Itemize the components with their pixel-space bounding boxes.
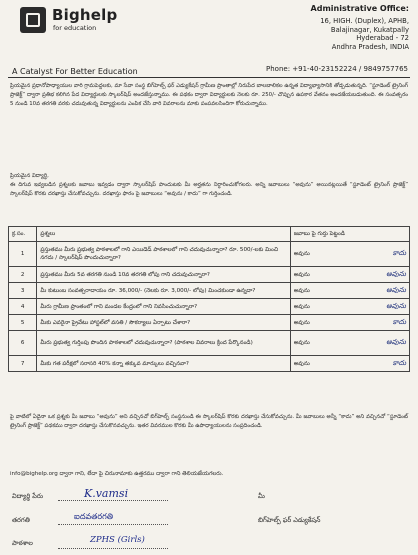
question-text: మీరు ప్రభుత్వ గుర్తింపు పొందిన పాఠశాలలో చదువుచున్నారా? (పాఠశాల వివరాలు క్రింద పేర్కొనండి) xyxy=(37,331,290,356)
bighelp-logo-icon xyxy=(20,7,46,33)
answer-cell[interactable] xyxy=(290,242,409,267)
note-text: పై వాటిలో ఏదైనా ఒక ప్రశ్నకు మీ జవాబు “అవును” అని వచ్చినచో బిగ్‌హెల్ప్ సంస్థనుండి ఈ స్కాలర్‌షిప్ కొరకు దరఖాస్తు చేసుకోవచ్చును. మీ జవాబులు అన్నీ “కాదు” అని వచ్చినచో “స్టూడెంట్ ట్రైనింగ్ ప్రాజెక్ట్” పథకము ద్వారా దరఖాస్తు చేసుకొనవచ్చును. ఇతర వివరముల కొరకు మీ ఉపాధ్యాయులను సంప్రదించండి. xyxy=(10,414,408,429)
handwritten-answer: అవును xyxy=(386,301,406,310)
yes-option[interactable]: అవును xyxy=(293,319,310,326)
table-row xyxy=(9,299,410,315)
handwritten-answer: కాదు xyxy=(392,249,406,257)
row-number: 3 xyxy=(9,283,37,299)
yes-option[interactable]: అవును xyxy=(293,271,310,278)
phone-number: Phone: +91-40-23152224 / 9849757765 xyxy=(266,65,408,73)
table-row xyxy=(9,267,410,283)
question-text: మీరు గ్రామీణ ప్రాంతంలో గాని మండల కేంద్రంలో గాని నివసించుచున్నారా? xyxy=(37,299,290,315)
school-value: ZPHS (Girls) xyxy=(90,535,145,545)
footer-note xyxy=(10,413,408,431)
handwritten-answer: అవును xyxy=(386,338,406,346)
answer-cell[interactable] xyxy=(290,315,409,331)
address-line: Hyderabad - 72 xyxy=(356,34,409,42)
row-number: 2 xyxy=(9,267,37,283)
school-line xyxy=(58,548,168,549)
col-question: ప్రశ్నలు xyxy=(37,227,290,242)
student-instructions xyxy=(10,172,408,199)
contact-line: info@bighelp.org ద్వారా గాని, లేదా పై చిరునామాకు ఉత్తరము ద్వారా గాని తెలియజేయగలరు. xyxy=(10,471,224,477)
header-divider xyxy=(8,77,410,78)
student-name-value: K.vamsi xyxy=(84,487,129,500)
school-label: పాఠశాల xyxy=(12,539,33,547)
yes-option[interactable]: అవును xyxy=(293,360,310,367)
question-text: మీకు గత పరీక్షలో సరాసరి 40% కన్నా తక్కువ మార్కులు వచ్చినవా? xyxy=(37,356,290,372)
question-text: మీకు ఎవరైనా ప్రైవేటు హాస్టల్‌లో వసతి / సౌకర్యాలు ఏర్పాటు చేశారా? xyxy=(37,315,290,331)
salutation: ప్రియమైన ప్రధానోపాధ్యాయుల వారి గ్రామపెద్దలకు, xyxy=(10,83,113,89)
handwritten-answer: అవును xyxy=(386,285,406,294)
office-title: Administrative Office: xyxy=(310,4,409,13)
sign-organization: బిగ్‌హెల్ప్ ఫర్ ఎడ్యుకేషన్ xyxy=(258,516,321,524)
table-row xyxy=(9,315,410,331)
student-salutation: ప్రియమైన విద్యార్థి, xyxy=(10,173,49,179)
row-number: 4 xyxy=(9,299,37,315)
table-row xyxy=(9,331,410,356)
address-line: Balajinagar, Kukatpally xyxy=(330,25,409,34)
instructions-body: ఈ దిగువ ఇవ్వబడిన ప్రశ్నలకు జవాబు ఇవ్వడం ద్వారా స్కాలర్‌షిప్ పొందుటకు మీ అర్హతను నిర్ధారించుకోగలరు. అన్ని జవాబులు “అవును” అయినట్లయితే “స్టూడెంట్ ట్రైనింగ్ ప్రాజెక్ట్” స్కాలర్‌షిప్ కొరకు దరఖాస్తు చేసుకోవచ్చును. దరఖాస్తు ఫారం పై జవాబులు “అవును / కాదు” గా గుర్తించండి. xyxy=(10,181,408,197)
class-line xyxy=(58,524,168,525)
question-text: ప్రస్తుతము మీరు ప్రభుత్వ పాఠశాలలో గాని ఎయిడెడ్ పాఠశాలలో గాని చదువుచున్నారా? రూ. 500/-లకు మించి నగదు / స్కాలర్‌షిప్ పొందుచున్నారా? xyxy=(37,242,290,267)
table-row xyxy=(9,242,410,267)
office-address xyxy=(311,4,409,51)
table-row xyxy=(9,283,410,299)
address-line: 16, HIGH. (Duplex), APHB, xyxy=(320,17,409,25)
letter-intro xyxy=(10,82,408,109)
tagline: A Catalyst For Better Education xyxy=(12,67,138,76)
yes-option[interactable]: అవును xyxy=(293,303,310,310)
student-name-label: విద్యార్థి పేరు xyxy=(12,492,44,500)
handwritten-answer: అవును xyxy=(386,269,406,278)
address-line: Andhra Pradesh, INDIA xyxy=(331,42,409,51)
question-text: ప్రస్తుతము మీరు 5వ తరగతి నుండి 10వ తరగతి లోపు గాని చదువుచున్నారా? xyxy=(37,267,290,283)
table-row xyxy=(9,356,410,372)
row-number: 1 xyxy=(9,242,37,267)
row-number: 6 xyxy=(9,331,37,356)
student-name-line xyxy=(58,500,168,501)
handwritten-answer: కాదు xyxy=(392,358,406,367)
eligibility-table xyxy=(8,226,410,372)
intro-body: మా సేవా సంస్థ బిగ్‌హెల్ప్ ఫర్ ఎడ్యుకేషన్ గ్రామీణ ప్రాంతాల్లో నిరుపేద బాలబాలికల ఉన్నత విద్యాభ్యాసానికి తోడ్పడుతున్నది. “స్టూడెంట్ ట్రైనింగ్ ప్రాజెక్ట్” ద్వారా ప్రతిభ కలిగిన పేద విద్యార్థులకు స్కాలర్‌షిప్ అందజేస్తున్నాము. ఈ పథకం ద్వారా విద్యార్థులకు నెలకు రూ. 250/- చొప్పున ఉపకార వేతనం అందజేయబడుతుంది. ఈ సంవత్సరం 5 నుండి 10వ తరగతి వరకు చదువుతున్న విద్యార్థులను ఎంపిక చేసి వారి వివరాలను మాకు పంపవలసిందిగా కోరుచున్నాము. xyxy=(10,83,408,107)
row-number: 7 xyxy=(9,356,37,372)
handwritten-answer: కాదు xyxy=(392,317,406,326)
yes-option[interactable]: అవును xyxy=(293,287,310,294)
brand-subtitle: for education xyxy=(53,24,97,32)
class-value: ఐదవతరగతి xyxy=(74,512,114,521)
table-header xyxy=(9,227,410,242)
yes-option[interactable]: అవును xyxy=(293,340,310,346)
row-number: 5 xyxy=(9,315,37,331)
sign-off: మీ xyxy=(258,492,265,500)
answer-cell[interactable] xyxy=(290,283,409,299)
answer-cell[interactable] xyxy=(290,267,409,283)
col-sno: క్ర.సం. xyxy=(9,227,37,242)
answer-cell[interactable] xyxy=(290,331,409,356)
question-text: మీ కుటుంబ సంవత్సరాదాయం రూ. 36,000/- (నెలకు రూ. 3,000/- లోపు) మించకుండా ఉన్నదా? xyxy=(37,283,290,299)
class-label: తరగతి xyxy=(12,516,30,524)
col-answer: జవాబు పై గుర్తు పెట్టండి xyxy=(290,227,409,242)
brand-name: Bighelp xyxy=(52,6,118,24)
yes-option[interactable]: అవును xyxy=(293,251,310,257)
answer-cell[interactable] xyxy=(290,299,409,315)
answer-cell[interactable] xyxy=(290,356,409,372)
